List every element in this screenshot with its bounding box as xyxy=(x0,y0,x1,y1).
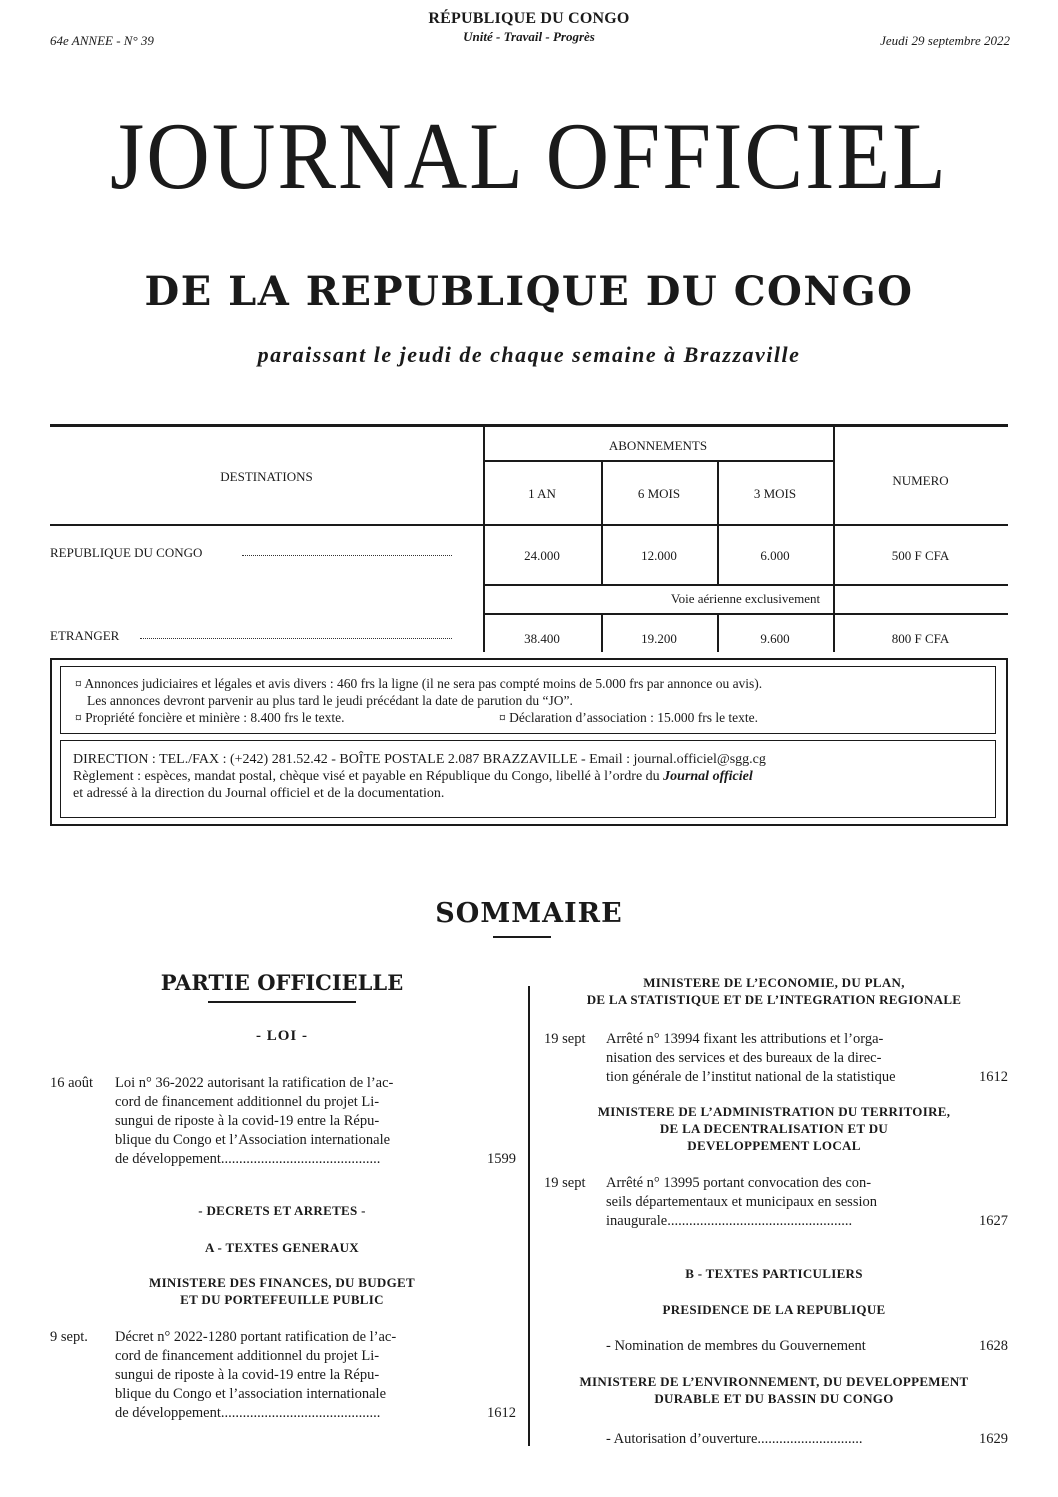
ministry-line: ET DU PORTEFEUILLE PUBLIC xyxy=(180,1292,384,1307)
republic-name: RÉPUBLIQUE DU CONGO xyxy=(428,10,630,27)
entry-date: 9 sept. xyxy=(50,1329,88,1345)
entry-text: Décret n° 2022-1280 portant ratification de l’ac- xyxy=(115,1329,397,1345)
ministry-heading xyxy=(540,1373,1008,1407)
ministry-line: DE LA DECENTRALISATION ET DU xyxy=(659,1121,889,1136)
row-destination: ETRANGER xyxy=(50,628,120,643)
table-rule xyxy=(483,613,1008,615)
direction-contact: DIRECTION : TEL./FAX : (+242) 281.52.42 - BOÎTE POSTALE 2.087 BRAZZAVILLE - Email : journal.officiel@sgg.cg xyxy=(73,752,766,767)
entry-page: 1627 xyxy=(979,1213,1008,1229)
table-divider xyxy=(833,427,835,652)
col-1an: 1 AN xyxy=(528,486,556,501)
entry-text: tion générale de l’institut national de la statistique xyxy=(606,1069,896,1085)
direction-box xyxy=(60,740,996,818)
notice-association: ¤ Déclaration d’association : 15.000 frs le texte. xyxy=(499,710,759,725)
entry-text: - Autorisation d’ouverture............................. xyxy=(606,1431,863,1447)
entry-page: 1628 xyxy=(979,1338,1008,1354)
price-1an: 24.000 xyxy=(524,548,560,563)
price-numero: 800 F CFA xyxy=(891,631,950,646)
entry-text: Arrêté n° 13994 fixant les attributions et l’orga- xyxy=(606,1031,884,1047)
leader-dots xyxy=(242,554,452,556)
ministry-line: MINISTERE DES FINANCES, DU BUDGET xyxy=(149,1275,415,1290)
partie-rule xyxy=(208,1001,356,1003)
voie-aerienne: Voie aérienne exclusivement xyxy=(670,591,821,606)
masthead-title: JOURNAL OFFICIEL xyxy=(110,105,948,210)
table-header-rule xyxy=(50,524,1008,526)
table-rule xyxy=(483,460,833,462)
entry-text: sungui de riposte à la covid-19 entre la Répu- xyxy=(115,1113,380,1129)
col-numero: NUMERO xyxy=(892,473,949,488)
entry-page: 1612 xyxy=(979,1069,1008,1085)
entry-text: inaugurale................................................... xyxy=(606,1213,853,1229)
entry-date: 16 août xyxy=(50,1075,94,1091)
notices-box xyxy=(60,666,996,734)
notice-propriete: ¤ Propriété foncière et minière : 8.400 frs le texte. xyxy=(75,710,345,725)
entry-page: 1629 xyxy=(979,1431,1008,1447)
col-6mois: 6 MOIS xyxy=(637,486,681,501)
entry-text: de développement............................................ xyxy=(115,1151,381,1167)
entry-text: blique du Congo et l’Association internationale xyxy=(115,1132,391,1148)
ministry-line: MINISTERE DE L’ECONOMIE, DU PLAN, xyxy=(643,975,905,990)
entry-text: Arrêté n° 13995 portant convocation des con- xyxy=(606,1175,872,1191)
ministry-line: DURABLE ET DU BASSIN DU CONGO xyxy=(654,1391,894,1406)
issue-date: Jeudi 29 septembre 2022 xyxy=(880,33,1010,48)
national-motto: Unité - Travail - Progrès xyxy=(463,29,595,44)
entry-page: 1612 xyxy=(487,1405,516,1421)
ministry-line: DE LA STATISTIQUE ET DE L’INTEGRATION REGIONALE xyxy=(586,992,962,1007)
payment-terms: Règlement : espèces, mandat postal, chèque visé et payable en République du Congo, libellé à l’ordre du xyxy=(73,769,664,784)
column-rule xyxy=(528,986,530,1446)
toc-entry xyxy=(544,1430,1008,1449)
decrets-heading: - DECRETS ET ARRETES - xyxy=(198,1203,366,1218)
price-6mois: 12.000 xyxy=(641,548,677,563)
subscription-table xyxy=(50,424,1008,652)
entry-text: Loi n° 36-2022 autorisant la ratification de l’ac- xyxy=(115,1075,394,1091)
col-3mois: 3 MOIS xyxy=(753,486,797,501)
notice-annonces: ¤ Annonces judiciaires et légales et avis divers : 460 frs la ligne (il ne sera pas compté moins de 5.000 frs par annonce ou avis). xyxy=(75,676,763,691)
entry-text: de développement............................................ xyxy=(115,1405,381,1421)
entry-text: nisation des services et des bureaux de la direc- xyxy=(606,1050,882,1066)
entry-page: 1599 xyxy=(487,1151,516,1167)
sommaire-title: SOMMAIRE xyxy=(435,898,623,929)
payment-payee: Journal officiel xyxy=(663,769,753,784)
loi-heading: - LOI - xyxy=(256,1028,308,1044)
entry-text: cord de financement additionnel du projet Li- xyxy=(115,1094,380,1110)
entry-date: 19 sept xyxy=(544,1031,586,1047)
ministry-heading xyxy=(50,1274,514,1308)
entry-text: seils départementaux et municipaux en session xyxy=(606,1194,877,1210)
price-3mois: 6.000 xyxy=(760,548,790,563)
row-destination: REPUBLIQUE DU CONGO xyxy=(50,545,203,560)
ministry-line: MINISTERE DE L’ENVIRONNEMENT, DU DEVELOPPEMENT xyxy=(579,1374,969,1389)
table-rule xyxy=(483,584,1008,586)
masthead-tagline: paraissant le jeudi de chaque semaine à Brazzaville xyxy=(257,342,801,367)
col-abonnements: ABONNEMENTS xyxy=(608,438,708,453)
col-destinations: DESTINATIONS xyxy=(220,469,313,484)
price-6mois: 19.200 xyxy=(641,631,677,646)
textes-generaux-heading: A - TEXTES GENERAUX xyxy=(205,1240,359,1255)
ministry-line: MINISTERE DE L’ADMINISTRATION DU TERRITOIRE, xyxy=(597,1104,951,1119)
toc-entry xyxy=(50,1074,516,1169)
payment-address: et adressé à la direction du Journal officiel et de la documentation. xyxy=(73,786,445,801)
price-3mois: 9.600 xyxy=(760,631,790,646)
textes-particuliers-heading: B - TEXTES PARTICULIERS xyxy=(685,1266,863,1281)
presidence-heading: PRESIDENCE DE LA REPUBLIQUE xyxy=(662,1302,886,1317)
partie-officielle: PARTIE OFFICIELLE xyxy=(160,970,404,995)
ministry-line: DEVELOPPEMENT LOCAL xyxy=(687,1138,861,1153)
price-1an: 38.400 xyxy=(524,631,560,646)
ministry-heading xyxy=(540,974,1008,1008)
masthead-subtitle: DE LA REPUBLIQUE DU CONGO xyxy=(144,268,914,315)
notice-deadline: Les annonces devront parvenir au plus tard le jeudi précédant la date de parution du “JO”. xyxy=(87,693,573,708)
entry-text: cord de financement additionnel du projet Li- xyxy=(115,1348,380,1364)
price-numero: 500 F CFA xyxy=(891,548,950,563)
ministry-heading xyxy=(540,1103,1008,1154)
toc-entry xyxy=(544,1030,1008,1087)
entry-text: sungui de riposte à la covid-19 entre la Répu- xyxy=(115,1367,380,1383)
entry-date: 19 sept xyxy=(544,1175,586,1191)
toc-entry xyxy=(50,1328,516,1423)
leader-dots xyxy=(140,637,452,639)
table-top-rule xyxy=(50,424,1008,427)
sommaire-rule xyxy=(493,936,551,938)
entry-text: - Nomination de membres du Gouvernement xyxy=(606,1338,866,1354)
toc-entry xyxy=(544,1337,1008,1356)
issue-number: 64e ANNEE - N° 39 xyxy=(50,33,154,48)
toc-entry xyxy=(544,1174,1008,1231)
entry-text: blique du Congo et l’association internationale xyxy=(115,1386,387,1402)
